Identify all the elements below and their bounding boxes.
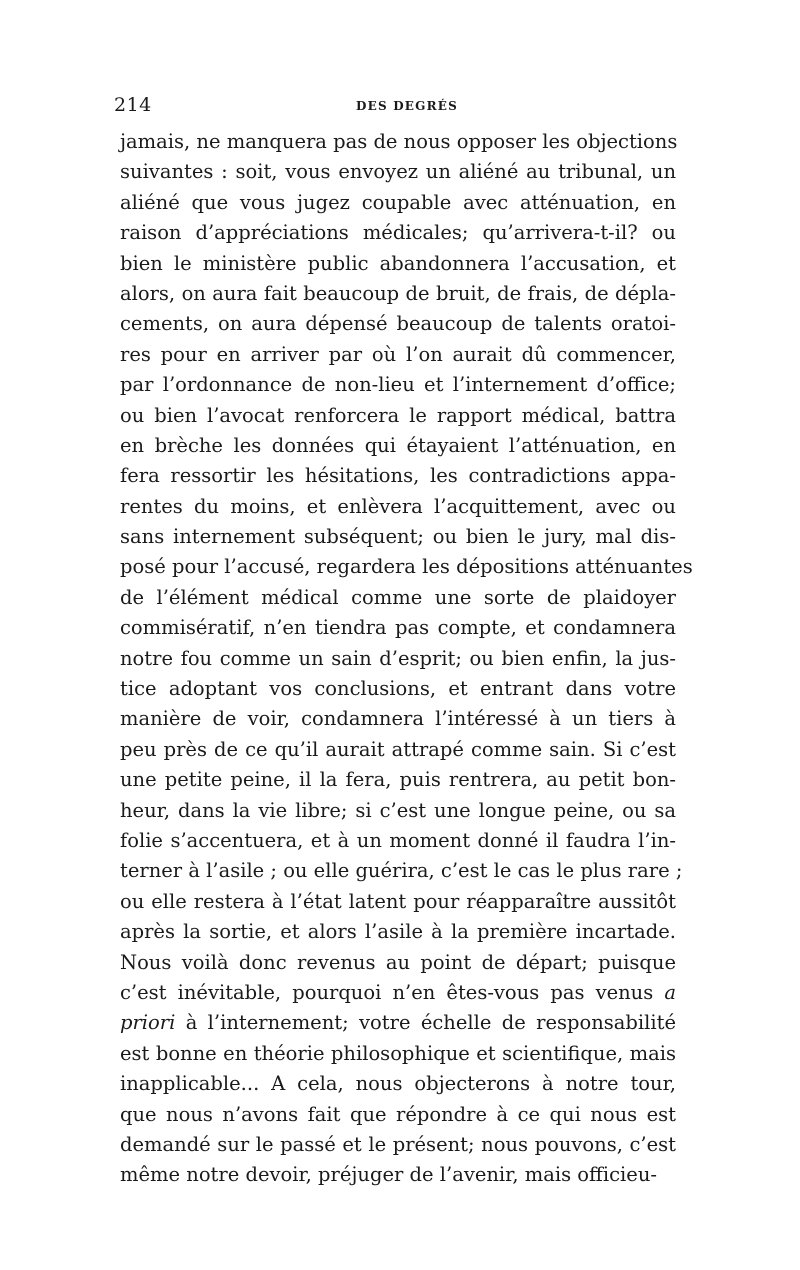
text-line: après la sortie, et alors l’asile à la première incartade. [120, 920, 676, 944]
text-line: bien le ministère public abandonnera l’accusation, et [120, 251, 676, 275]
italic-word-priori: priori [120, 1011, 176, 1035]
text-line: tice adoptant vos conclusions, et entrant dans votre [120, 677, 676, 701]
text-line: fera ressortir les hésitations, les contradictions appa- [120, 464, 676, 488]
text-line-italic [120, 1008, 676, 1038]
running-head [114, 94, 674, 118]
text-line [120, 978, 676, 1008]
body-text [120, 127, 693, 1191]
text-line: posé pour l’accusé, regardera les dépositions atténuantes [120, 555, 693, 579]
text-line: demandé sur le passé et le présent; nous pouvons, c’est [120, 1132, 676, 1156]
text-line: sans internement subséquent; ou bien le jury, mal dis- [120, 525, 676, 549]
text-line: que nous n’avons fait que répondre à ce qui nous est [120, 1102, 676, 1126]
running-title: DES DEGRÉS [356, 99, 458, 113]
text-line: ou elle restera à l’état latent pour réapparaître aussitôt [120, 889, 676, 913]
text-line-rest: à l’internement; votre échelle de responsabilité [175, 1011, 676, 1035]
text-line: est bonne en théorie philosophique et scientifique, mais [120, 1041, 676, 1065]
text-line: suivantes : soit, vous envoyez un aliéné au tribunal, un [120, 160, 676, 184]
text-line: manière de voir, condamnera l’intéressé à un tiers à [120, 707, 676, 731]
text-line: même notre devoir, préjuger de l’avenir, mais officieu- [120, 1163, 657, 1187]
text-line: commisératif, n’en tiendra pas compte, et condamnera [120, 616, 676, 640]
text-line: terner à l’asile ; ou elle guérira, c’est le cas le plus rare ; [120, 859, 683, 883]
text-line: folie s’accentuera, et à un moment donné il faudra l’in- [120, 828, 676, 852]
text-line: de l’élément médical comme une sorte de plaidoyer [120, 585, 676, 609]
text-line: res pour en arriver par où l’on aurait dû commencer, [120, 342, 676, 366]
text-line: ou bien l’avocat renforcera le rapport médical, battra [120, 403, 676, 427]
text-line: raison d’appréciations médicales; qu’arrivera-t-il? ou [120, 221, 676, 245]
text-line-main: c’est inévitable, pourquoi n’en êtes-vous pas venus [120, 980, 654, 1004]
text-line: aliéné que vous jugez coupable avec atténuation, en [120, 190, 676, 214]
text-line: alors, on aura fait beaucoup de bruit, de frais, de dépla- [120, 281, 676, 305]
text-line: peu près de ce qu’il aurait attrapé comme sain. Si c’est [120, 737, 676, 761]
text-line: notre fou comme un sain d’esprit; ou bien enfin, la jus- [120, 646, 676, 670]
text-line: heur, dans la vie libre; si c’est une longue peine, ou sa [120, 798, 676, 822]
text-line: jamais, ne manquera pas de nous opposer les objections [120, 130, 678, 153]
text-line: en brèche les données qui étayaient l’atténuation, en [120, 433, 676, 457]
text-line: rentes du moins, et enlèvera l’acquittement, avec ou [120, 494, 676, 518]
text-line: inapplicable... A cela, nous objecterons à notre tour, [120, 1072, 676, 1096]
text-line: cements, on aura dépensé beaucoup de talents oratoi- [120, 312, 676, 336]
text-line: une petite peine, il la fera, puis rentrera, au petit bon- [120, 768, 676, 792]
page-number: 214 [114, 94, 152, 116]
text-line: Nous voilà donc revenus au point de départ; puisque [120, 950, 676, 974]
italic-word-a: a [664, 980, 676, 1004]
text-line: par l’ordonnance de non-lieu et l’internement d’office; [120, 373, 676, 397]
